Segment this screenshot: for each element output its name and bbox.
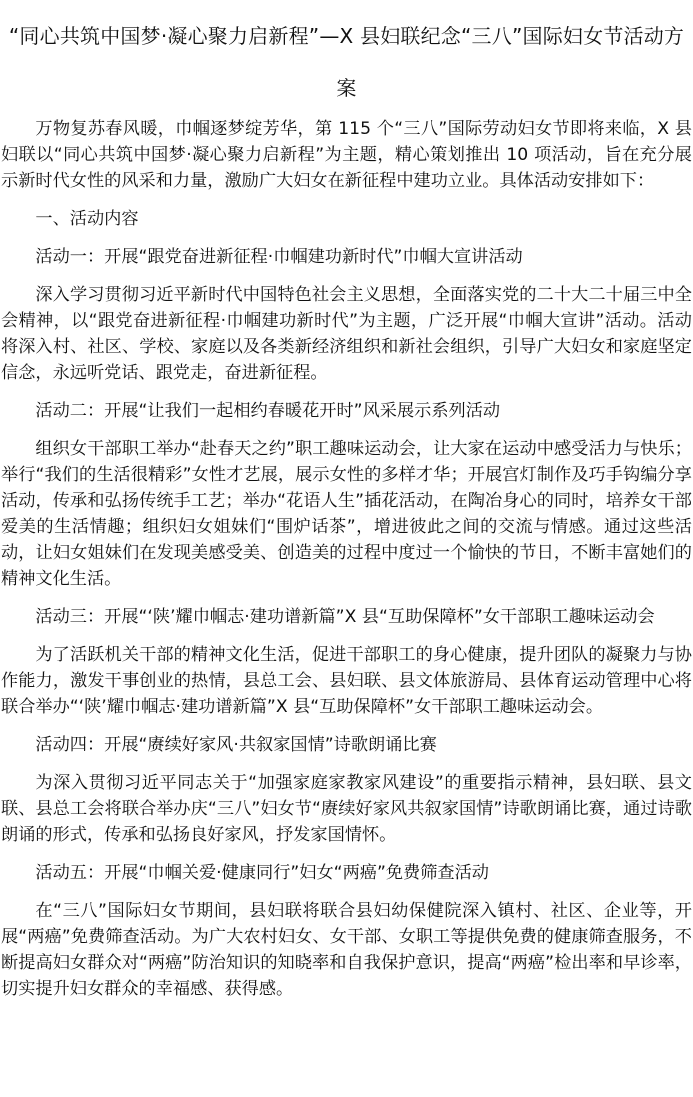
activity-2-body: 组织女干部职工举办“赴春天之约”职工趣味运动会，让大家在运动中感受活力与快乐；举行“我们的生活很精彩”女性才艺展，展示女性的多样才华；开展宫灯制作及巧手钩编分享活动，传承和弘扬传统手工艺；举办“花语人生”插花活动，在陶冶身心的同时，培养女干部爱美的生活情趣；组织妇女姐妹们“围炉话茶”，增进彼此之间的交流与情感。通过这些活动，让妇女姐妹们在发现美感受美、创造美的过程中度过一个愉快的节日，不断丰富她们的精神文化生活。 [1,439,692,589]
activity-3-heading: 活动三：开展“‘陕’耀巾帼志·建功谱新篇”X 县“互助保障杯”女干部职工趣味运动会 [35,607,655,627]
activity-1-heading: 活动一：开展“跟党奋进新征程·巾帼建功新时代”巾帼大宣讲活动 [35,247,523,267]
activity-2-heading: 活动二：开展“让我们一起相约春暖花开时”风采展示系列活动 [35,401,501,421]
section-heading-activity-content: 一、活动内容 [35,209,139,229]
activity-4-body: 为深入贯彻习近平同志关于“加强家庭家教家风建设”的重要指示精神，县妇联、县文联、县总工会将联合举办庆“三八”妇女节“赓续好家风共叙家国情”诗歌朗诵比赛，通过诗歌朗诵的形式，传承和弘扬良好家风，抒发家国情怀。 [1,773,692,845]
document-title: “同心共筑中国梦·凝心聚力启新程”—X 县妇联纪念“三八”国际妇女节活动方案 [8,24,685,100]
document-body [0,116,693,1002]
activity-4-heading: 活动四：开展“赓续好家风·共叙家国情”诗歌朗诵比赛 [35,735,437,755]
activity-5-heading: 活动五：开展“巾帼关爱·健康同行”妇女“两癌”免费筛查活动 [35,863,489,883]
activity-3-body: 为了活跃机关干部的精神文化生活，促进干部职工的身心健康，提升团队的凝聚力与协作能力，激发干事创业的热情，县总工会、县妇联、县文体旅游局、县体育运动管理中心将联合举办“‘陕’耀巾帼志·建功谱新篇”X 县“互助保障杯”女干部职工趣味运动会。 [1,645,692,717]
intro-paragraph: 万物复苏春风暖，巾帼逐梦绽芳华，第 115 个“三八”国际劳动妇女节即将来临，X 县妇联以“同心共筑中国梦·凝心聚力启新程”为主题，精心策划推出 10 项活动，旨在充分展示新时代女性的风采和力量，激励广大妇女在新征程中建功立业。具体活动安排如下： [1,119,692,191]
activity-1-body: 深入学习贯彻习近平新时代中国特色社会主义思想，全面落实党的二十大二十届三中全会精神，以“跟党奋进新征程·巾帼建功新时代”为主题，广泛开展“巾帼大宣讲”活动。活动将深入村、社区、学校、家庭以及各类新经济组织和新社会组织，引导广大妇女和家庭坚定信念，永远听党话、跟党走，奋进新征程。 [1,285,692,383]
activity-5-body: 在“三八”国际妇女节期间，县妇联将联合县妇幼保健院深入镇村、社区、企业等，开展“两癌”免费筛查活动。为广大农村妇女、女干部、女职工等提供免费的健康筛查服务，不断提高妇女群众对“两癌”防治知识的知晓率和自我保护意识，提高“两癌”检出率和早诊率，切实提升妇女群众的幸福感、获得感。 [1,901,692,999]
